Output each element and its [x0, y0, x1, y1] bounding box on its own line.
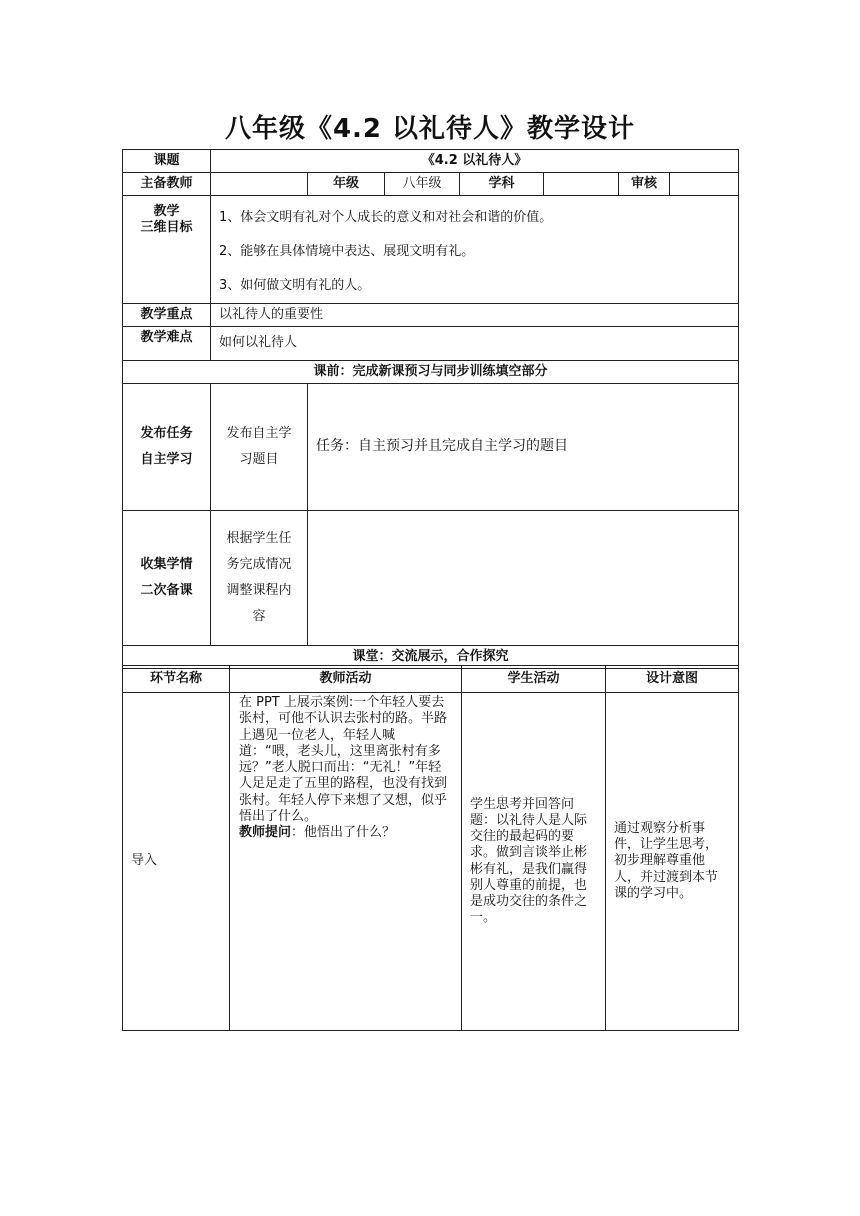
- difficulty-value: 如何以礼待人: [211, 327, 739, 361]
- collect-subtitle-line2: 务完成情况: [226, 557, 292, 572]
- task-subtitle-line2: 习题目: [239, 452, 279, 467]
- task-subtitle: [211, 384, 308, 511]
- key-point-label: 教学重点: [123, 304, 211, 327]
- collect-label-line1: 收集学情: [140, 557, 193, 572]
- teacher-activity: [230, 693, 462, 1031]
- grade-value: 八年级: [385, 173, 460, 196]
- column-header: 设计意图: [606, 666, 739, 693]
- goal-item: 3、如何做文明有礼的人。: [219, 278, 371, 293]
- task-label: [123, 384, 211, 511]
- goal-item: 2、能够在具体情境中表达、展现文明有礼。: [219, 244, 475, 259]
- pre-class-heading: 课前：完成新课预习与同步训练填空部分: [123, 361, 739, 384]
- goals-label-line2: 三维目标: [140, 220, 193, 236]
- teacher-value: [211, 173, 308, 196]
- subject-label: 学科: [460, 173, 544, 196]
- topic-value: 《4.2 以礼待人》: [211, 150, 739, 173]
- goal-item: 1、体会文明有礼对个人成长的意义和对社会和谐的价值。: [219, 210, 553, 225]
- task-content: 任务：自主预习并且完成自主学习的题目: [308, 384, 739, 511]
- lesson-plan-table-bottom: [122, 665, 739, 1031]
- column-header: 环节名称: [123, 666, 230, 693]
- teacher-label: 主备教师: [123, 173, 211, 196]
- collect-label: [123, 511, 211, 646]
- collect-subtitle-line1: 根据学生任: [226, 531, 292, 546]
- design-intent: 通过观察分析事件，让学生思考，初步理解尊重他人，并过渡到本节课的学习中。: [606, 693, 739, 1031]
- teacher-case-paragraph: 在 PPT 上展示案例:一个年轻人要去张村，可他不认识去张村的路。半路上遇见一位老人，年轻人喊道：“喂，老头儿，这里离张村有多远？”老人脱口而出：“无礼！”年轻人足足走了五里的路程，也没有找到张村。年轻人停下来想了又想，似乎悟出了什么。: [239, 695, 448, 824]
- collect-subtitle-line4: 容: [252, 609, 266, 624]
- review-label: 审核: [619, 173, 670, 196]
- collect-content: [308, 511, 739, 646]
- collect-subtitle-line3: 调整课程内: [226, 583, 292, 598]
- topic-label: 课题: [123, 150, 211, 173]
- difficulty-label: 教学难点: [123, 327, 211, 361]
- task-label-line2: 自主学习: [140, 452, 193, 467]
- subject-value: [544, 173, 619, 196]
- task-subtitle-line1: 发布自主学: [226, 426, 292, 441]
- collect-label-line2: 二次备课: [140, 583, 193, 598]
- task-label-line1: 发布任务: [140, 426, 193, 441]
- lesson-plan-table-top: [122, 149, 739, 669]
- goals-label-line1: 教学: [153, 204, 180, 219]
- teacher-question-text: ：他悟出了什么？: [291, 825, 396, 840]
- student-activity: 学生思考并回答问题：以礼待人是人际交往的最起码的要求。做到言谈举止彬彬有礼，是我们赢得别人尊重的前提，也是成功交往的条件之一。: [462, 693, 606, 1031]
- teacher-question: [239, 825, 452, 841]
- goals-list: [211, 196, 739, 304]
- goals-label: [123, 196, 211, 304]
- column-header: 教师活动: [230, 666, 462, 693]
- in-class-heading: 课堂：交流展示，合作探究: [123, 646, 739, 669]
- review-value: [670, 173, 739, 196]
- page-title: 八年级《4.2 以礼待人》教学设计: [224, 114, 636, 144]
- teacher-question-label: 教师提问: [239, 825, 292, 840]
- collect-subtitle: [211, 511, 308, 646]
- column-header: 学生活动: [462, 666, 606, 693]
- grade-label: 年级: [308, 173, 385, 196]
- key-point-value: 以礼待人的重要性: [211, 304, 739, 327]
- stage-name: 导入: [123, 693, 230, 1031]
